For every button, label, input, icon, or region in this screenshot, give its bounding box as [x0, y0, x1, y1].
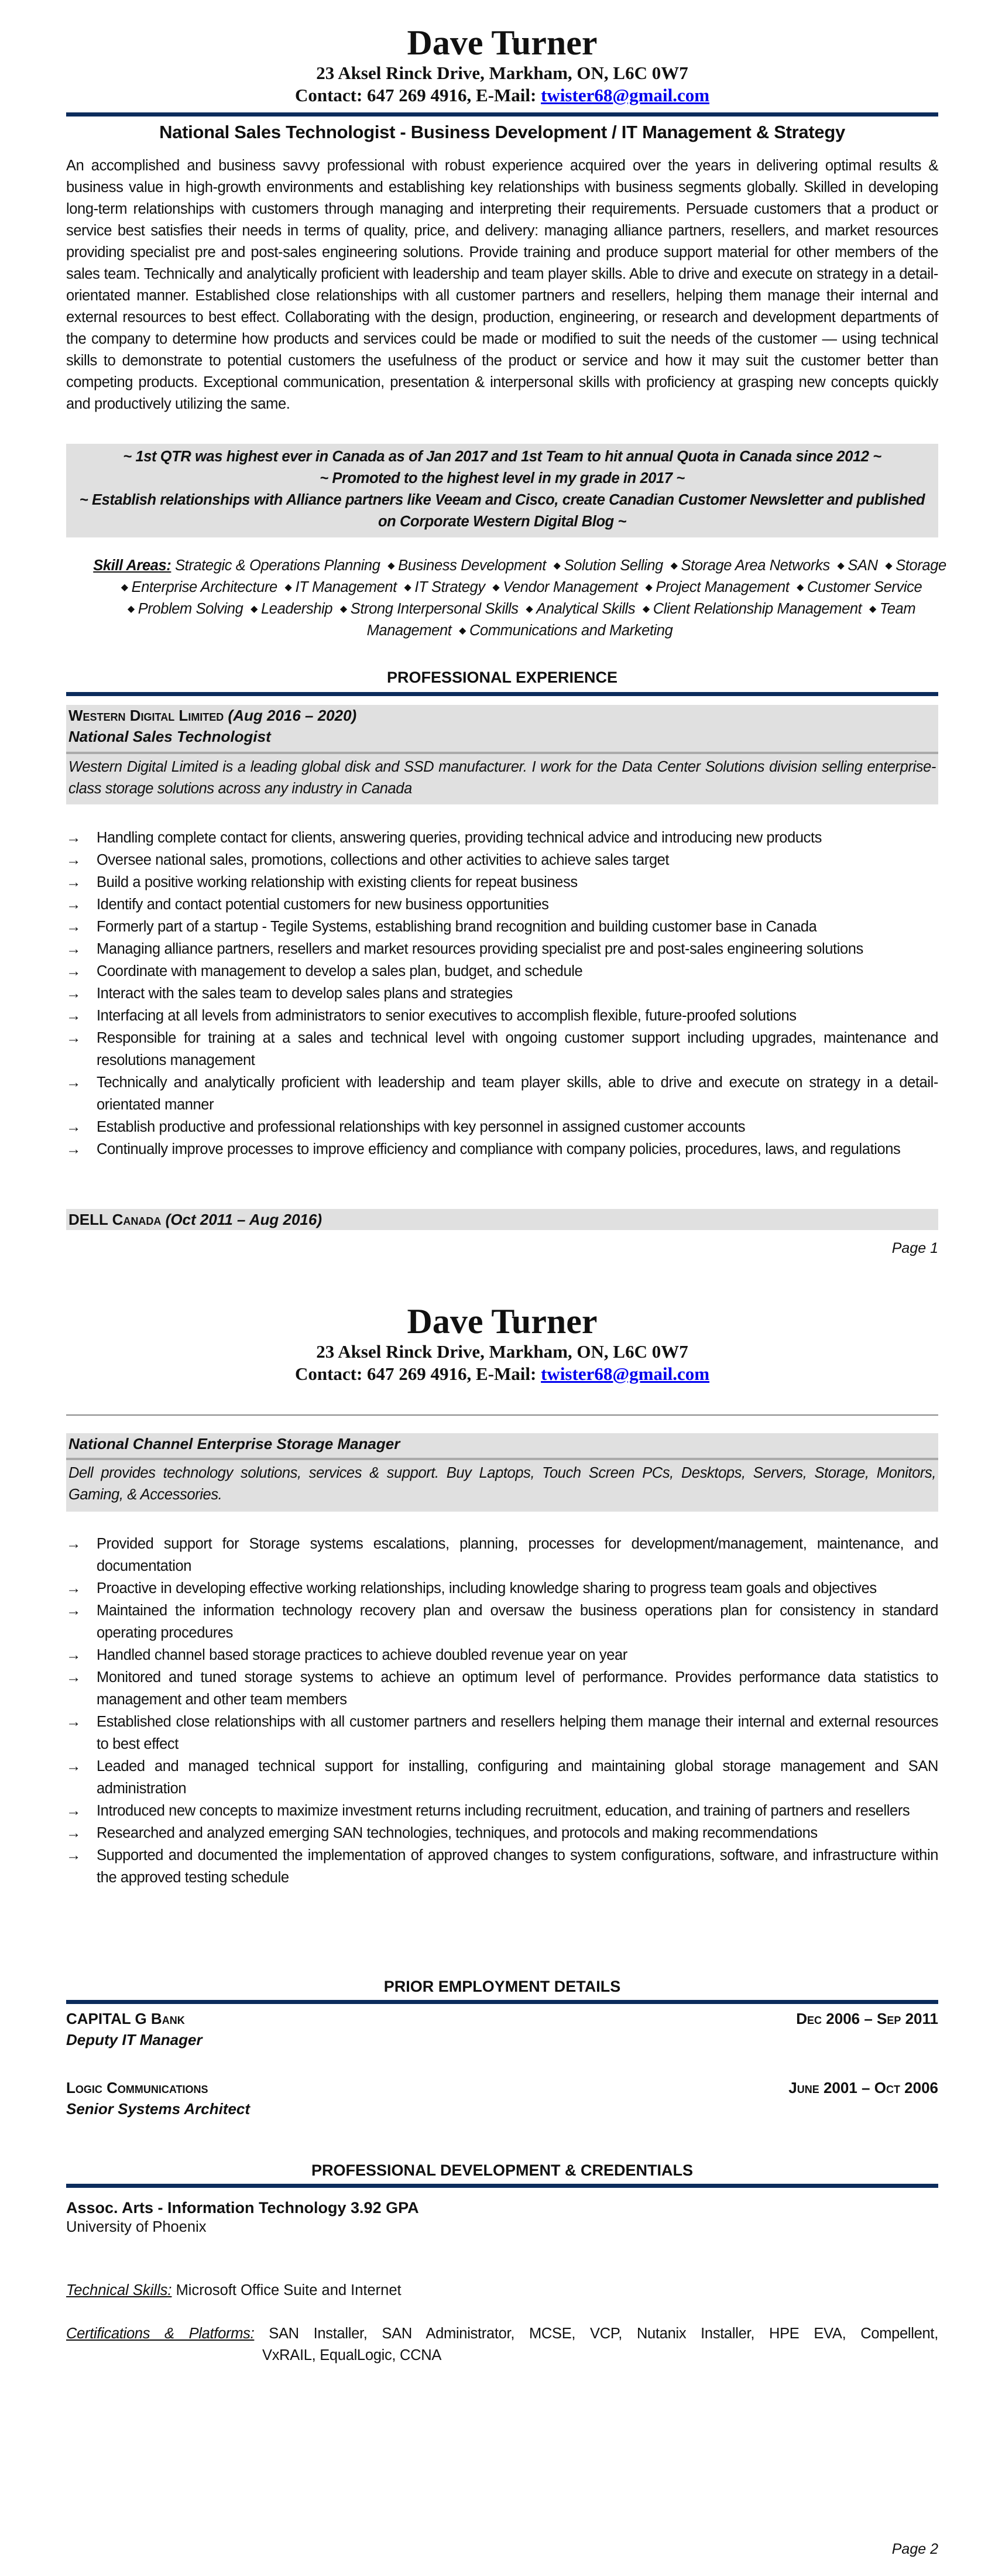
bullet-text: Handling complete contact for clients, answering queries, providing technical advice and introducing new products: [97, 830, 822, 846]
bullet-text: Researched and analyzed emerging SAN technologies, techniques, and protocols and making recommendations: [97, 1825, 818, 1841]
resume-header: [66, 23, 938, 107]
diamond-bullet-icon: ◆: [553, 561, 561, 571]
page-number: Page 2: [891, 2541, 938, 2557]
job-dates: June 2001 – Oct 2006: [788, 2079, 938, 2097]
bullet-text: Interact with the sales team to develop sales plans and strategies: [97, 985, 513, 1002]
skill-item: Analytical Skills: [536, 601, 636, 617]
skill-item: Vendor Management: [503, 579, 638, 595]
company-name: CAPITAL G Bank: [66, 2010, 185, 2027]
headline: National Sales Technologist - Business Development / IT Management & Strategy: [159, 122, 845, 142]
diamond-bullet-icon: ◆: [339, 604, 347, 614]
bullet-text: Coordinate with management to develop a sales plan, budget, and schedule: [97, 963, 583, 979]
achievement: ~ Promoted to the highest level in my grade in 2017 ~: [320, 470, 685, 487]
skill-item: Solution Selling: [564, 557, 663, 574]
bullet-text: Responsible for training at a sales and technical level with ongoing customer support including upgrades, maintenance and resolutions management: [97, 1030, 938, 1068]
company-name: DELL Canada: [68, 1211, 162, 1228]
job-header-western-digital: [66, 705, 938, 804]
skill-item: SAN: [848, 557, 878, 574]
arrow-bullet-icon: →: [66, 1536, 81, 1552]
bullet-item: [66, 916, 938, 938]
bullet-item: [66, 1116, 938, 1138]
technical-skills-label: Technical Skills:: [66, 2282, 172, 2298]
bullet-item: [66, 871, 938, 893]
bullet-item: [66, 1755, 938, 1800]
candidate-name: Dave Turner: [407, 1302, 598, 1341]
diamond-bullet-icon: ◆: [837, 561, 845, 571]
divider: [66, 112, 938, 117]
certifications-line: SAN Installer, SAN Administrator, MCSE, VCP, Nutanix Installer, HPE EVA, Compellent,: [269, 2325, 938, 2342]
bullet-item: [66, 827, 938, 849]
section-heading: PROFESSIONAL DEVELOPMENT & CREDENTIALS: [311, 2161, 694, 2179]
contact-phone: Contact: 647 269 4916, E-Mail:: [294, 85, 541, 105]
email-link[interactable]: twister68@gmail.com: [541, 85, 710, 105]
address: 23 Aksel Rinck Drive, Markham, ON, L6C 0W7: [316, 63, 688, 83]
bullet-text: Establish productive and professional relationships with key personnel in assigned customer accounts: [97, 1119, 746, 1135]
skill-item: Client Relationship Management: [653, 601, 862, 617]
bullet-text: Interfacing at all levels from administrators to senior executives to accomplish flexible, future-proofed solutions: [97, 1008, 797, 1024]
diamond-bullet-icon: ◆: [404, 583, 411, 592]
bullet-item: [66, 1533, 938, 1577]
bullet-item: [66, 982, 938, 1005]
job-role: National Channel Enterprise Storage Manager: [68, 1435, 400, 1453]
bullet-text: Proactive in developing effective working relationships, including knowledge sharing to progress team goals and objectives: [97, 1580, 877, 1597]
diamond-bullet-icon: ◆: [797, 583, 804, 592]
divider: [66, 1414, 938, 1416]
certifications: [66, 2323, 938, 2366]
job-role: National Sales Technologist: [68, 728, 271, 745]
contact-phone: Contact: 647 269 4916, E-Mail:: [294, 1364, 541, 1384]
skill-item: Leadership: [261, 601, 333, 617]
bullet-text: Leaded and managed technical support for installing, configuring and maintaining global storage management and SAN administration: [97, 1758, 938, 1797]
diamond-bullet-icon: ◆: [526, 604, 533, 614]
diamond-bullet-icon: ◆: [387, 561, 395, 571]
skill-item: Storage Area Networks: [681, 557, 830, 574]
bullet-item: [66, 1005, 938, 1027]
achievement: ~ 1st QTR was highest ever in Canada as of Jan 2017 and 1st Team to hit annual Quota in Canada since 2012 ~: [123, 448, 881, 465]
arrow-bullet-icon: →: [66, 1803, 81, 1819]
skill-item: Communications and Marketing: [469, 622, 673, 639]
skill-item: Enterprise Architecture: [131, 579, 277, 595]
bullet-item: [66, 938, 938, 960]
bullet-text: Supported and documented the implementation of approved changes to system configurations, software, and infrastructure within the approved testing schedule: [97, 1847, 938, 1886]
responsibilities-list: [66, 827, 938, 1160]
arrow-bullet-icon: →: [66, 919, 81, 935]
bullet-text: Provided support for Storage systems escalations, planning, processes for development/management, maintenance, and documentation: [97, 1536, 938, 1574]
job-dates: (Aug 2016 – 2020): [228, 707, 357, 724]
bullet-item: [66, 1711, 938, 1755]
certifications-label: Certifications & Platforms:: [66, 2325, 255, 2342]
bullet-item: [66, 849, 938, 871]
degree: Assoc. Arts - Information Technology 3.92 GPA: [66, 2199, 419, 2217]
divider: [66, 692, 938, 696]
bullet-text: Managing alliance partners, resellers and market resources providing specialist pre and post-sales engineering solutions: [97, 941, 863, 957]
arrow-bullet-icon: →: [66, 874, 81, 890]
bullet-item: [66, 1577, 938, 1599]
bullet-item: [66, 1071, 938, 1116]
section-heading: PROFESSIONAL EXPERIENCE: [386, 669, 618, 686]
arrow-bullet-icon: →: [66, 1141, 81, 1157]
arrow-bullet-icon: →: [66, 963, 81, 979]
skill-areas-label: Skill Areas:: [93, 557, 171, 574]
bullet-text: Introduced new concepts to maximize investment returns including recruitment, education, and training of partners and resellers: [97, 1803, 910, 1819]
bullet-text: Maintained the information technology recovery plan and oversaw the business operations plan for consistency in standard operating procedures: [97, 1602, 938, 1641]
bullet-item: [66, 1666, 938, 1711]
job-role: Deputy IT Manager: [66, 2031, 203, 2049]
arrow-bullet-icon: →: [66, 1647, 81, 1663]
technical-skills: [66, 2282, 938, 2299]
responsibilities-list: [66, 1533, 938, 1889]
email-link[interactable]: twister68@gmail.com: [541, 1364, 710, 1384]
candidate-name: Dave Turner: [407, 23, 598, 62]
arrow-bullet-icon: →: [66, 830, 81, 846]
diamond-bullet-icon: ◆: [121, 583, 128, 592]
arrow-bullet-icon: →: [66, 1119, 81, 1135]
bullet-text: Build a positive working relationship with existing clients for repeat business: [97, 874, 578, 890]
achievements: [66, 444, 938, 535]
job-header-dell-continued: [66, 1433, 938, 1512]
skill-item: Team Management: [366, 601, 916, 639]
skill-item: Storage: [896, 557, 946, 574]
prior-job: [66, 2077, 938, 2119]
company-description: Western Digital Limited is a leading global disk and SSD manufacturer. I work for the Data Center Solutions division selling enterprise-class storage solutions across any industry in Canada: [68, 759, 936, 797]
bullet-item: [66, 1599, 938, 1644]
diamond-bullet-icon: ◆: [642, 604, 650, 614]
diamond-bullet-icon: ◆: [492, 583, 500, 592]
company-name: Logic Communications: [66, 2079, 208, 2097]
job-dates: Dec 2006 – Sep 2011: [796, 2010, 938, 2027]
diamond-bullet-icon: ◆: [251, 604, 258, 614]
contact-line: [66, 1363, 938, 1385]
bullet-item: [66, 960, 938, 982]
skill-item: IT Strategy: [414, 579, 485, 595]
address: 23 Aksel Rinck Drive, Markham, ON, L6C 0W7: [316, 1341, 688, 1362]
bullet-text: Continually improve processes to improve efficiency and compliance with company policies, procedures, laws, and regulations: [97, 1141, 901, 1157]
skill-item: Customer Service: [807, 579, 922, 595]
bullet-item: [66, 1027, 938, 1071]
arrow-bullet-icon: →: [66, 1825, 81, 1841]
page-number: Page 1: [891, 1240, 938, 1256]
skill-item: Project Management: [656, 579, 790, 595]
skill-item: IT Management: [295, 579, 397, 595]
skill-item: Strong Interpersonal Skills: [350, 601, 519, 617]
school: University of Phoenix: [66, 2219, 207, 2235]
arrow-bullet-icon: →: [66, 896, 81, 913]
achievements-box: [66, 444, 938, 537]
arrow-bullet-icon: →: [66, 985, 81, 1002]
arrow-bullet-icon: →: [66, 941, 81, 957]
divider: [66, 2000, 938, 2004]
summary: An accomplished and business savvy professional with robust experience acquired over the years in delivering optimal results & business value in high-growth environments and establishing key relationships with business segments globally. Skilled in developing long-term relationships with customers through managing and interpreting their requirements. Persuade customers that a product or service best satisfies their needs in terms of quality, price, and delivery: managing alliance partners, resellers, and market resources providing specialist pre and post-sales engineering solutions. Provide training and produce support material for other members of the sales team. Technically and analytically proficient with leadership and team player skills. Able to drive and execute on strategy in a detail-orientated manner. Established close relationships with all customer partners and resellers, helping them manage their internal and external resources to best effect. Collaborating with the design, production, engineering, or research and development departments of the company to determine how products and services could be made or modified to suit the needs of the customer — using technical skills to demonstrate to potential customers the usefulness of the product or service and how it may suit the customer better than competing products. Exceptional communication, presentation & interpersonal skills with proficiency at grasping new concepts quickly and productively utilizing the same.: [66, 157, 938, 412]
bullet-text: Established close relationships with all customer partners and resellers helping them manage their internal and external resources to best effect: [97, 1714, 938, 1752]
job-role: Senior Systems Architect: [66, 2100, 251, 2118]
skill-item: Business Development: [398, 557, 546, 574]
bullet-item: [66, 1844, 938, 1889]
diamond-bullet-icon: ◆: [459, 626, 466, 636]
arrow-bullet-icon: →: [66, 1030, 81, 1046]
bullet-text: Handled channel based storage practices to achieve doubled revenue year on year: [97, 1647, 627, 1663]
diamond-bullet-icon: ◆: [284, 583, 292, 592]
resume-header: [66, 1302, 938, 1385]
prior-job: [66, 2008, 938, 2050]
skill-areas: [66, 555, 973, 642]
bullet-text: Formerly part of a startup - Tegile Systems, establishing brand recognition and building customer base in Canada: [97, 919, 817, 935]
achievement: ~ Establish relationships with Alliance partners like Veeam and Cisco, create Canadian Customer Newsletter and published on Corporate Western Digital Blog ~: [79, 492, 925, 530]
diamond-bullet-icon: ◆: [869, 604, 876, 614]
bullet-item: [66, 1822, 938, 1844]
certifications-line: VxRAIL, EqualLogic, CCNA: [262, 2347, 442, 2363]
arrow-bullet-icon: →: [66, 852, 81, 868]
contact-line: [66, 84, 938, 107]
company-description: Dell provides technology solutions, services & support. Buy Laptops, Touch Screen PCs, Desktops, Servers, Storage, Monitors, Gaming, & Accessories.: [68, 1465, 936, 1503]
bullet-text: Oversee national sales, promotions, collections and other activities to achieve sales target: [97, 852, 670, 868]
bullet-text: Monitored and tuned storage systems to achieve an optimum level of performance. Provides performance data statistics to management and other team members: [97, 1669, 938, 1708]
arrow-bullet-icon: →: [66, 1074, 81, 1091]
bullet-item: [66, 893, 938, 916]
diamond-bullet-icon: ◆: [127, 604, 135, 614]
bullet-item: [66, 1138, 938, 1160]
skill-item: Strategic & Operations Planning: [175, 557, 380, 574]
arrow-bullet-icon: →: [66, 1602, 81, 1619]
bullet-text: Identify and contact potential customers for new business opportunities: [97, 896, 549, 913]
section-heading: PRIOR EMPLOYMENT DETAILS: [383, 1978, 621, 1995]
diamond-bullet-icon: ◆: [670, 561, 678, 571]
bullet-text: Technically and analytically proficient with leadership and team player skills, able to drive and execute on strategy in a detail-orientated manner: [97, 1074, 938, 1113]
arrow-bullet-icon: →: [66, 1847, 81, 1864]
technical-skills-value: Microsoft Office Suite and Internet: [176, 2282, 402, 2298]
bullet-item: [66, 1644, 938, 1666]
bullet-item: [66, 1800, 938, 1822]
arrow-bullet-icon: →: [66, 1580, 81, 1597]
job-header-dell: [66, 1209, 938, 1230]
diamond-bullet-icon: ◆: [645, 583, 653, 592]
job-dates: (Oct 2011 – Aug 2016): [165, 1211, 322, 1228]
arrow-bullet-icon: →: [66, 1008, 81, 1024]
diamond-bullet-icon: ◆: [885, 561, 893, 571]
arrow-bullet-icon: →: [66, 1758, 81, 1775]
divider: [66, 2184, 938, 2188]
company-name: Western Digital Limited: [68, 707, 224, 724]
arrow-bullet-icon: →: [66, 1714, 81, 1730]
skill-item: Problem Solving: [138, 601, 243, 617]
arrow-bullet-icon: →: [66, 1669, 81, 1686]
